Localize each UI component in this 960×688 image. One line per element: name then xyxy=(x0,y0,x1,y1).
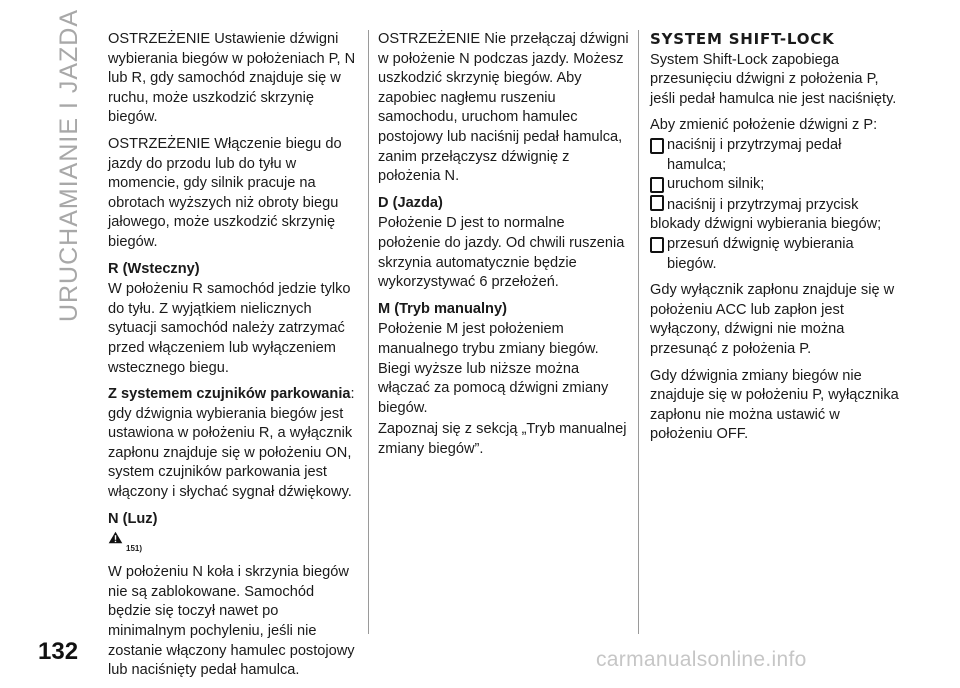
section-heading-r: R (Wsteczny) xyxy=(108,260,200,277)
section-heading-d: D (Jazda) xyxy=(378,194,443,211)
warning-reference xyxy=(108,531,360,557)
page-number: 132 xyxy=(38,638,79,665)
paragraph: System Shift-Lock zapobiega przesunięciu dźwigni z położenia P, jeśli pedał hamulca nie jest naciśnięty. xyxy=(650,51,897,107)
column-divider xyxy=(638,30,639,634)
chapter-side-label xyxy=(52,8,88,322)
step-text: naciśnij i przytrzymaj pedał hamulca; xyxy=(667,136,842,173)
paragraph: Aby zmienić położenie dźwigni z P: xyxy=(650,117,878,134)
warning-triangle-icon xyxy=(108,531,123,544)
paragraph: W położeniu R samochód jedzie tylko do tyłu. Z wyjątkiem nielicznych sytuacji samochód należy zatrzymać przed włączeniem lub wyłączeniem wstecznego biegu. xyxy=(108,281,351,376)
column-divider xyxy=(368,30,369,634)
section-heading-n: N (Luz) xyxy=(108,510,158,527)
paragraph: Położenie M jest położeniem manualnego trybu zmiany biegów. Biegi wyższe lub niższe można włączać za pomocą dźwigni zmiany biegów. xyxy=(378,321,609,416)
checkbox-bullet-icon xyxy=(650,177,664,193)
column-2 xyxy=(378,30,630,466)
step-text: naciśnij i przytrzymaj przycisk blokady dźwigni wybierania biegów; xyxy=(650,196,882,233)
list-item xyxy=(650,235,902,274)
step-text: przesuń dźwignię wybierania biegów. xyxy=(667,235,854,272)
section-title: SYSTEM SHIFT-LOCK xyxy=(650,30,835,48)
chapter-title: URUCHAMIANIE I JAZDA xyxy=(55,8,84,322)
checkbox-bullet-icon xyxy=(650,195,664,211)
list-item xyxy=(650,195,902,235)
warning-paragraph: OSTRZEŻENIE Nie przełączaj dźwigni w położenie N podczas jazdy. Możesz uszkodzić skrzynię biegów. Aby zapobiec nagłemu ruszeniu samochodu, uruchom hamulec postojowy lub naciśnij pedał hamulca, zanim przełączysz dźwignię z położenia N. xyxy=(378,31,629,185)
paragraph: Położenie D jest to normalne położenie do jazdy. Od chwili ruszenia skrzynia automatycznie będzie wykorzystywać 6 przełożeń. xyxy=(378,215,625,291)
paragraph-lead: Z systemem czujników parkowania xyxy=(108,386,351,403)
paragraph: W położeniu N koła i skrzynia biegów nie są zablokowane. Samochód będzie się toczył nawet po minimalnym pochyleniu, jeśli nie zostanie włączony hamulec postojowy lub naciśnięty pedał hamulca. xyxy=(108,564,355,679)
column-3 xyxy=(650,30,902,452)
list-item xyxy=(650,175,902,195)
paragraph: Zapoznaj się z sekcją „Tryb manualnej zmiany biegów”. xyxy=(378,421,627,457)
watermark: carmanualsonline.info xyxy=(596,648,807,671)
warning-paragraph: OSTRZEŻENIE Włączenie biegu do jazdy do przodu lub do tyłu w momencie, gdy silnik pracuje na obrotach wyższych niż obroty biegu jałowego, może uszkodzić skrzynię biegów. xyxy=(108,135,342,250)
warning-reference-number: 151) xyxy=(126,544,143,554)
checkbox-bullet-icon xyxy=(650,138,664,154)
step-text: uruchom silnik; xyxy=(667,176,765,193)
column-1 xyxy=(108,30,360,688)
parking-sensor-paragraph xyxy=(108,385,360,503)
paragraph: Gdy wyłącznik zapłonu znajduje się w położeniu ACC lub zapłon jest wyłączony, dźwigni nie można przesunąć z położenia P. xyxy=(650,282,895,357)
checkbox-bullet-icon xyxy=(650,237,664,253)
paragraph-text: : gdy dźwignia wybierania biegów jest ustawiona w położeniu R, a wyłącznik zapłonu znajduje się w położeniu ON, system czujników parkowania jest włączony i słychać sygnał dźwiękowy. xyxy=(108,386,355,501)
paragraph: Gdy dźwignia zmiany biegów nie znajduje się w położeniu P, wyłącznika zapłonu nie można ustawić w położeniu OFF. xyxy=(650,367,899,443)
step-list xyxy=(650,136,902,274)
section-heading-m: M (Tryb manualny) xyxy=(378,300,507,317)
warning-paragraph: OSTRZEŻENIE Ustawienie dźwigni wybierania biegów w położeniach P, N lub R, gdy samochód znajduje się w ruchu, może uszkodzić skrzynię biegów. xyxy=(108,31,356,126)
list-item xyxy=(650,136,902,175)
